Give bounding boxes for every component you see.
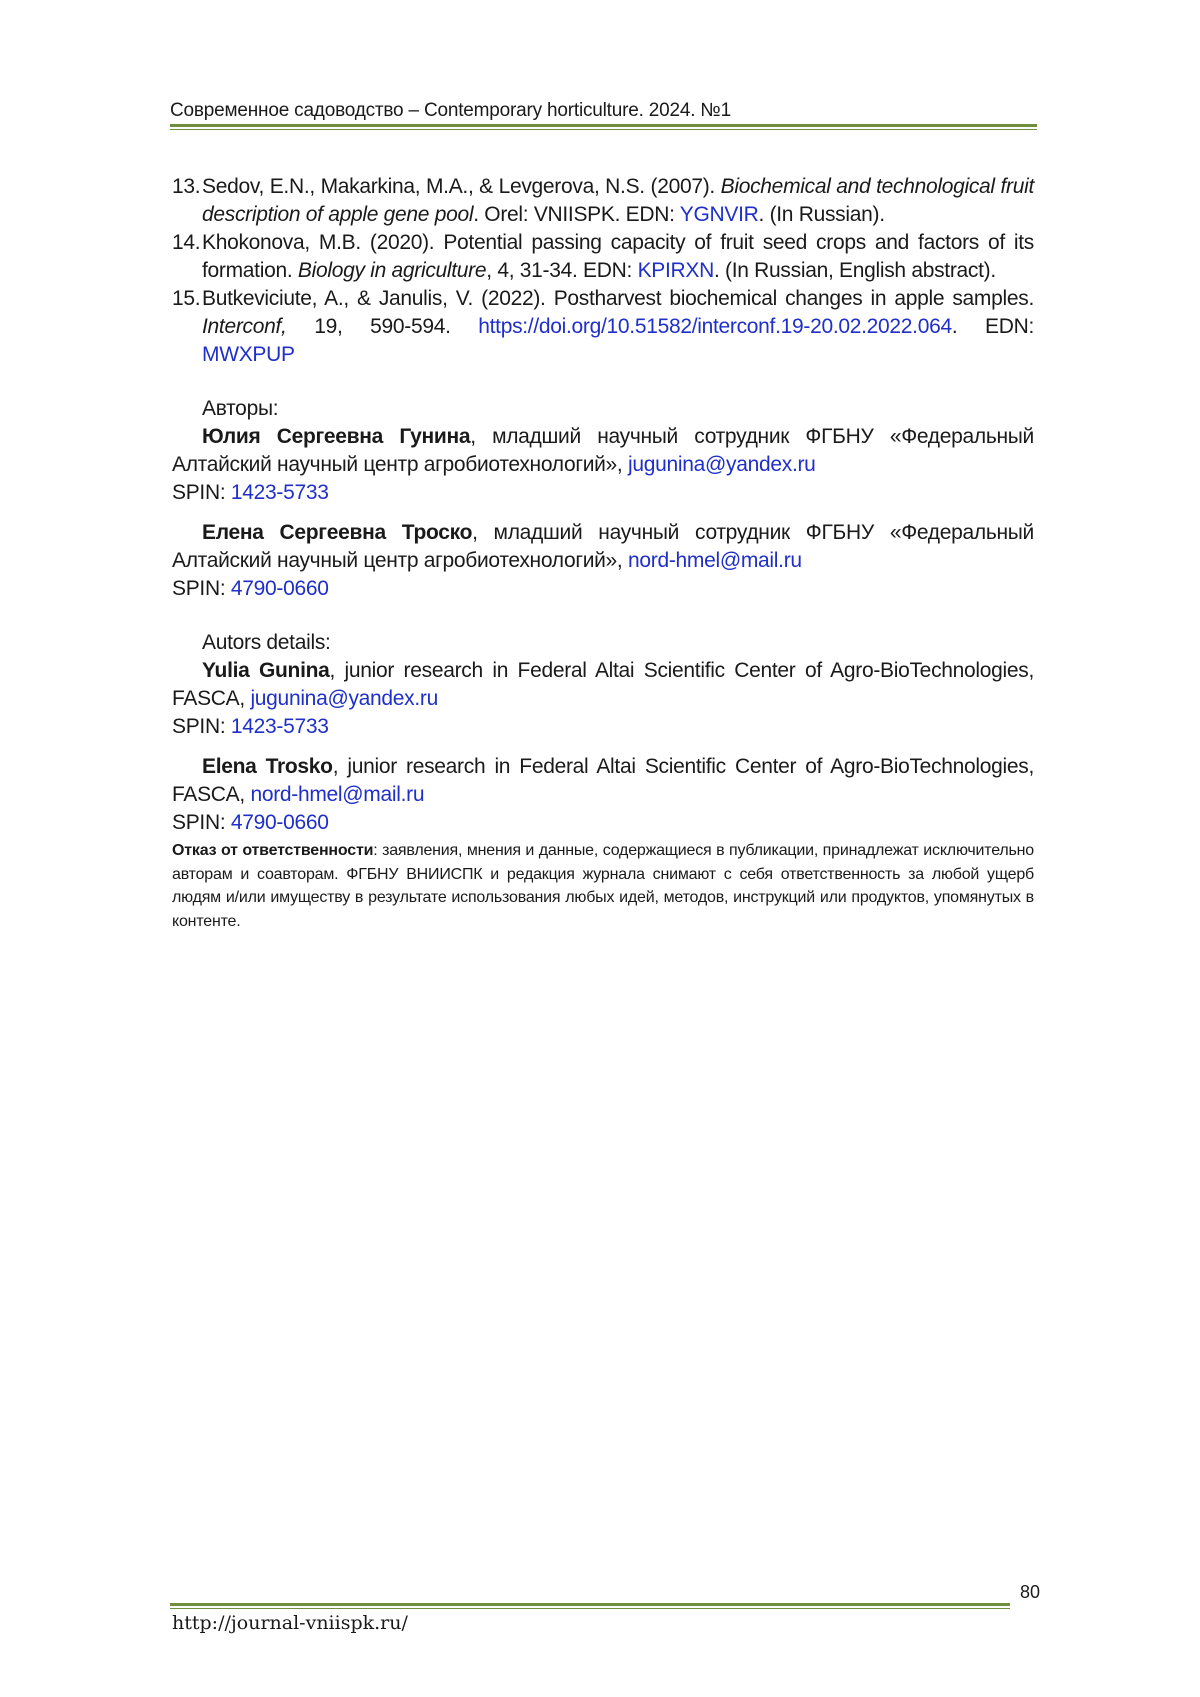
edn-link[interactable]: MWXPUP [202,343,295,366]
author-name: Yulia Gunina [202,659,330,682]
disclaimer-label: Отказ от ответственности [172,842,374,859]
authors-en-heading: Autors details: [202,631,331,654]
reference-title: Biochemical and technological fruit description of apple gene pool [202,175,1034,226]
spin-link[interactable]: 1423-5733 [230,481,329,504]
authors-ru-heading: Авторы: [202,397,279,420]
reference-item [172,229,1034,285]
spin-link[interactable]: 1423-5733 [230,715,329,738]
author-entry: Юлия Сергеевна Гунина, младший научный сотрудник ФГБНУ «Федеральный Алтайский научный центр агробиотехнологий», jugunina@yandex.ru [172,425,1034,476]
disclaimer [172,839,1034,933]
edn-link[interactable]: KPIRXN [637,259,714,282]
footer-rule [170,1603,1010,1609]
reference-text: Sedov, E.N., Makarkina, M.A., & Levgerova, N.S. (2007). Biochemical and technological fruit description of apple gene pool. Orel: VNIISPK. EDN: YGNVIR. (In Russian). [202,175,1034,226]
disclaimer-text: : заявления, мнения и данные, содержащиеся в публикации, принадлежат исключительно авторам и соавторам. ФГБНУ ВНИИСПК и редакция журнала снимают с себя ответственность за любой ущерб людям и/или имуществу в результате использования любых идей, методов, инструкций или продуктов, упомянутых в контенте. [172,842,1034,930]
reference-text: Khokonova, M.B. (2020). Potential passing capacity of fruit seed crops and factors of its formation. Biology in agriculture, 4, 31-34. EDN: KPIRXN. (In Russian, English abstract). [202,231,1034,282]
author-name: Elena Trosko [202,755,333,778]
reference-text: Butkeviciute, A., & Janulis, V. (2022). Postharvest biochemical changes in apple samples. Interconf, 19, 590-594. https://doi.org/10.51582/interconf.19-20.02.2022.064. EDN: MWXPUP [202,287,1034,366]
reference-journal: Interconf, [202,315,287,338]
spin-link[interactable]: 4790-0660 [230,811,329,834]
reference-number: 14. [172,231,201,254]
author-email-link[interactable]: jugunina@yandex.ru [250,687,438,710]
author-email-link[interactable]: nord-hmel@mail.ru [628,549,802,572]
running-header: Современное садоводство – Contemporary horticulture. 2024. №1 [170,100,731,121]
reference-number: 13. [172,175,201,198]
doi-link[interactable]: https://doi.org/10.51582/interconf.19-20.02.2022.064 [478,315,952,338]
spin-link[interactable]: 4790-0660 [230,577,329,600]
reference-item [172,173,1034,229]
author-entry: Yulia Gunina, junior research in Federal Altai Scientific Center of Agro-BioTechnologies, FASCA, jugunina@yandex.ru [172,659,1035,710]
author-entry: Елена Сергеевна Троско, младший научный сотрудник ФГБНУ «Федеральный Алтайский научный центр агробиотехнологий», nord-hmel@mail.ru [172,521,1034,572]
edn-link[interactable]: YGNVIR [679,203,759,226]
page-number: 80 [1019,1582,1040,1602]
reference-number: 15. [172,287,201,310]
header-rule [170,124,1037,130]
reference-item [172,285,1034,369]
author-email-link[interactable]: nord-hmel@mail.ru [250,783,425,806]
main-content [172,173,1034,837]
author-spin: SPIN: 1423-5733 [172,715,329,738]
author-spin: SPIN: 1423-5733 [172,481,329,504]
author-spin: SPIN: 4790-0660 [172,577,329,600]
footer-url: http://journal-vniispk.ru/ [172,1612,408,1634]
reference-journal: Biology in agriculture [297,259,487,282]
author-entry: Elena Trosko, junior research in Federal Altai Scientific Center of Agro-BioTechnologies, FASCA, nord-hmel@mail.ru [172,755,1034,806]
author-name: Елена Сергеевна Троско [202,521,473,544]
author-email-link[interactable]: jugunina@yandex.ru [628,453,816,476]
author-spin: SPIN: 4790-0660 [172,811,329,834]
author-name: Юлия Сергеевна Гунина [202,425,471,448]
